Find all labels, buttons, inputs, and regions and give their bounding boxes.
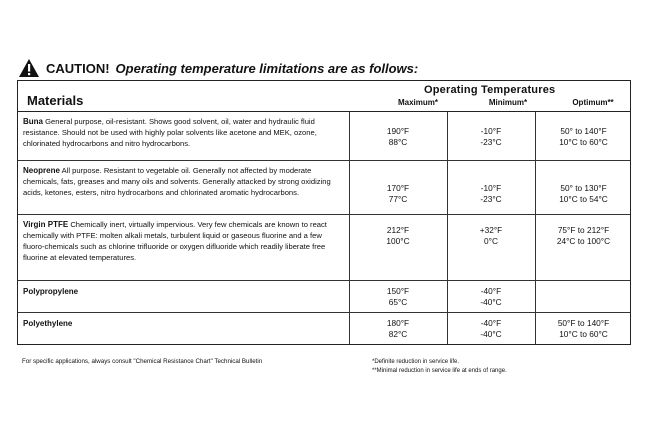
maximum-header: Maximum* xyxy=(397,98,438,107)
max-c: 77°C xyxy=(388,194,408,204)
description-text: Chemically inert, virtually impervious. Very few chemicals are known to react chemically with PTFE: molten alkali metals, turbulent liquid or gaseous fluorine and a few fluoro-chemicals such as chlorine trifluoride or oxygen difluoride which readily liberate free fluorine at elevated temperatures. xyxy=(23,220,327,262)
max-f: 190°F xyxy=(386,126,410,136)
min-c: -40°C xyxy=(480,329,502,339)
material-description xyxy=(23,219,343,263)
materials-header: Materials xyxy=(27,93,84,108)
material-description xyxy=(23,286,343,297)
material-description xyxy=(23,318,343,329)
min-temp xyxy=(447,318,535,340)
temperature-table xyxy=(17,80,631,345)
table-row xyxy=(18,313,630,344)
opt-temp xyxy=(535,225,632,247)
max-temp xyxy=(349,225,447,247)
material-name: Virgin PTFE xyxy=(23,220,69,229)
max-c: 88°C xyxy=(388,137,408,147)
caution-text: Operating temperature limitations are as follows: xyxy=(115,60,419,76)
min-f: -40°F xyxy=(480,286,502,296)
footnote-consult: For specific applications, always consult "Chemical Resistance Chart" Technical Bulletin xyxy=(22,358,263,365)
max-f: 170°F xyxy=(386,183,410,193)
max-c: 100°C xyxy=(386,236,410,246)
min-temp xyxy=(447,225,535,247)
material-description xyxy=(23,165,343,198)
opt-f: 50°F to 140°F xyxy=(557,318,610,328)
table-row xyxy=(18,161,630,215)
opt-f: 50° to 130°F xyxy=(560,183,607,193)
min-c: -23°C xyxy=(480,137,502,147)
max-temp xyxy=(349,183,447,205)
table-row xyxy=(18,281,630,313)
caution-caption xyxy=(18,58,418,78)
table-row xyxy=(18,112,630,161)
min-c: -40°C xyxy=(480,297,502,307)
opt-temp xyxy=(535,183,632,205)
min-f: -40°F xyxy=(480,318,502,328)
description-text: General purpose, oil-resistant. Shows good solvent, oil, water and hydraulic fluid resistance. Should not be used with highly polar solvents like acetone and MEK, ozone, chlorinated hydrocarbons and nitro hydrocarbons. xyxy=(23,117,317,148)
table-header xyxy=(18,81,630,112)
min-f: -10°F xyxy=(480,183,502,193)
min-temp xyxy=(447,286,535,308)
opt-c: 10°C to 60°C xyxy=(559,329,608,339)
table-row xyxy=(18,215,630,281)
opt-c: 10°C to 54°C xyxy=(559,194,608,204)
minimum-header: Minimum* xyxy=(488,98,528,107)
optimum-header: Optimum** xyxy=(572,98,614,107)
max-f: 212°F xyxy=(386,225,410,235)
max-temp xyxy=(349,318,447,340)
opt-temp xyxy=(535,126,632,148)
opt-c: 24°C to 100°C xyxy=(556,236,611,246)
caution-label: CAUTION! xyxy=(46,60,110,76)
opt-f: 50° to 140°F xyxy=(560,126,607,136)
opt-f: 75°F to 212°F xyxy=(557,225,610,235)
material-name: Neoprene xyxy=(23,166,60,175)
warning-icon xyxy=(18,58,40,78)
material-name: Buna xyxy=(23,117,43,126)
max-temp xyxy=(349,126,447,148)
footnote-service-life xyxy=(372,358,507,376)
min-f: +32°F xyxy=(479,225,503,235)
material-description xyxy=(23,116,343,149)
max-f: 180°F xyxy=(386,318,410,328)
opt-temp xyxy=(535,318,632,340)
footnote-definite: *Definite reduction in service life. xyxy=(372,359,460,365)
min-f: -10°F xyxy=(480,126,502,136)
opt-c: 10°C to 60°C xyxy=(559,137,608,147)
min-c: 0°C xyxy=(484,236,498,246)
description-text: All purpose. Resistant to vegetable oil. Generally not affected by moderate chemicals, fats, greases and many oils and solvents. Generally attacked by strong oxidizing acids, ketones, esters, nitro hydrocarbons and chlorinated aromatic hydrocarbons. xyxy=(23,166,331,197)
max-c: 82°C xyxy=(388,329,408,339)
material-name: Polypropylene xyxy=(23,287,79,296)
min-temp xyxy=(447,183,535,205)
footnote-minimal: **Minimal reduction in service life at ends of range. xyxy=(372,368,507,374)
operating-temperatures-header: Operating Temperatures xyxy=(424,84,556,96)
max-temp xyxy=(349,286,447,308)
material-name: Polyethylene xyxy=(23,319,73,328)
max-c: 65°C xyxy=(388,297,408,307)
max-f: 150°F xyxy=(386,286,410,296)
min-temp xyxy=(447,126,535,148)
min-c: -23°C xyxy=(480,194,502,204)
